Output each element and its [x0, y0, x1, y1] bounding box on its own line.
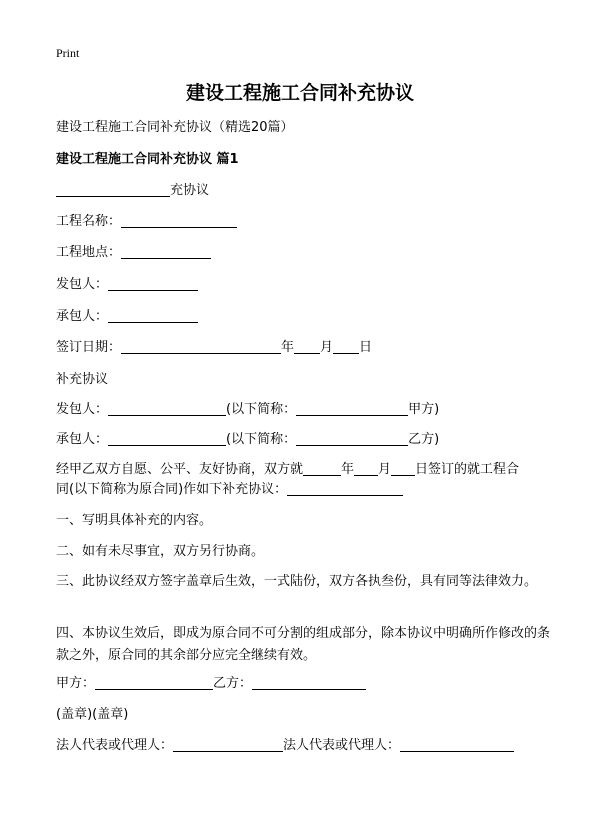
clause-4: 四、本协议生效后，即成为原合同不可分割的组成部分，除本协议中明确所作修改的条款之外，原合同的其余部分应完全继续有效。 — [56, 626, 551, 663]
sign-date-line — [56, 339, 372, 357]
year-label: 年 — [341, 462, 355, 477]
intro-line-1 — [56, 461, 519, 479]
legal-rep-label: 法人代表或代理人： — [283, 738, 401, 753]
contractor-line — [56, 308, 198, 326]
agreement-title-line — [56, 182, 209, 200]
blank-line — [56, 182, 170, 197]
document-subtitle: 建设工程施工合同补充协议（精选20篇） — [56, 120, 294, 135]
contractor-party-line — [56, 431, 439, 449]
blank-line — [296, 431, 408, 446]
print-label[interactable]: Print — [56, 46, 80, 60]
blank-line — [121, 244, 211, 259]
intro-line-2 — [56, 481, 403, 499]
blank-line — [303, 461, 341, 476]
party-a-suffix: 甲方) — [408, 402, 440, 417]
blank-line — [108, 308, 198, 323]
party-a-sign-label: 甲方： — [56, 676, 96, 691]
clause-1: 一、写明具体补充的内容。 — [56, 513, 213, 528]
supplement-heading: 补充协议 — [56, 372, 109, 387]
contractor-label: 承包人： — [56, 432, 109, 447]
intro-text-cont: 同(以下简称为原合同)作如下补充协议： — [56, 482, 288, 497]
page-title: 建设工程施工合同补充协议 — [185, 82, 414, 104]
blank-line — [121, 213, 237, 228]
legal-rep-label: 法人代表或代理人： — [56, 738, 174, 753]
blank-line — [354, 461, 378, 476]
blank-line — [391, 461, 415, 476]
blank-line — [108, 401, 226, 416]
blank-line — [121, 339, 281, 354]
project-name-line — [56, 213, 237, 231]
blank-line — [294, 339, 320, 354]
party-b-sign-label: 乙方： — [213, 676, 253, 691]
intro-text: 经甲乙双方自愿、公平、友好协商，双方就 — [56, 462, 304, 477]
project-site-label: 工程地点： — [56, 245, 122, 260]
seals-line: (盖章)(盖章) — [56, 707, 129, 722]
clause-3: 三、此协议经双方签字盖章后生效，一式陆份，双方各执叁份，具有同等法律效力。 — [56, 574, 538, 589]
blank-line — [173, 737, 283, 752]
month-label: 月 — [320, 340, 334, 355]
intro-text-end: 日签订的就工程合 — [415, 462, 520, 477]
employer-party-line — [56, 401, 439, 419]
employer-label: 发包人： — [56, 402, 109, 417]
day-label: 日 — [359, 340, 373, 355]
party-a-prefix: (以下简称： — [226, 402, 297, 417]
blank-line — [252, 675, 366, 690]
party-b-suffix: 乙方) — [408, 432, 440, 447]
blank-line — [108, 431, 226, 446]
year-label: 年 — [281, 340, 295, 355]
blank-line — [333, 339, 359, 354]
section-heading: 建设工程施工合同补充协议 篇1 — [56, 152, 239, 167]
month-label: 月 — [378, 462, 392, 477]
blank-line — [95, 675, 213, 690]
clause-2: 二、如有未尽事宜，双方另行协商。 — [56, 544, 265, 559]
employer-line — [56, 276, 198, 294]
blank-line — [108, 276, 198, 291]
signature-line — [56, 675, 366, 693]
sign-date-label: 签订日期： — [56, 340, 122, 355]
agreement-suffix: 充协议 — [170, 183, 210, 198]
contractor-label: 承包人： — [56, 309, 109, 324]
blank-line — [296, 401, 408, 416]
legal-rep-line — [56, 737, 514, 755]
project-site-line — [56, 244, 211, 262]
blank-line — [400, 737, 514, 752]
party-b-prefix: (以下简称： — [226, 432, 297, 447]
project-name-label: 工程名称： — [56, 214, 122, 229]
employer-label: 发包人： — [56, 277, 109, 292]
blank-line — [287, 481, 403, 496]
